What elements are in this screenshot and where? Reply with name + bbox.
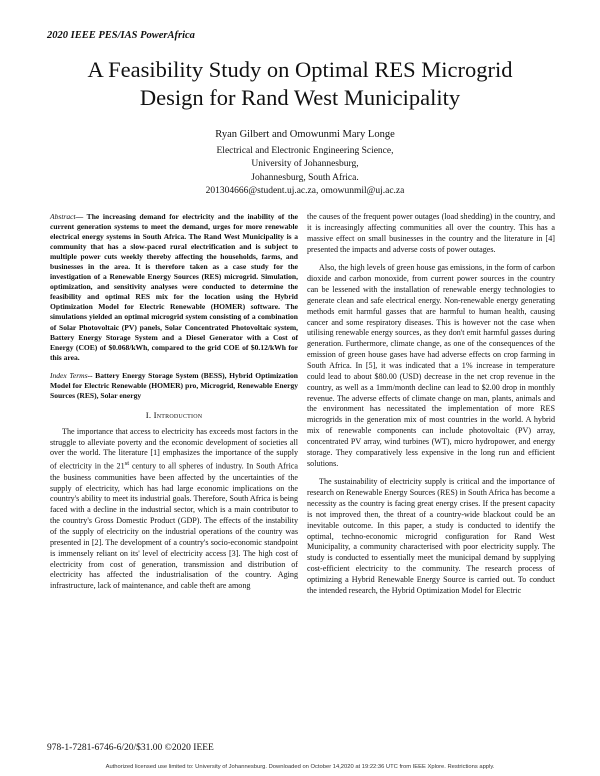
section-number: I. xyxy=(145,409,152,420)
intro-superscript: st xyxy=(124,460,130,468)
author-university: University of Johannesburg, xyxy=(251,159,359,170)
intro-paragraph xyxy=(50,427,298,592)
index-terms-lead: Index Terms xyxy=(50,370,88,380)
author-block xyxy=(140,128,470,199)
paper-title xyxy=(40,56,560,112)
intro-text-a: The importance that access to electricity has exceeds most factors in the struggle to alleviate poverty and the economic development of societies all over the world. The literature [1] emphasizes the importance of the supply of electricity in the 21 xyxy=(50,426,298,471)
author-names: Ryan Gilbert and Omowunmi Mary Longe xyxy=(215,129,395,140)
isbn-copyright: 978-1-7281-6746-6/20/$31.00 ©2020 IEEE xyxy=(47,743,214,753)
abstract-lead: Abstract xyxy=(50,212,76,221)
intro-text-b: century to all spheres of industry. In South Africa the business communities have been affected by the uncertainties of the supply of electricity, which has had large economic implications on the country's ability to meet its industrial goals. Therefore, South Africa is being faced with a decline in the industrial sector, which is a main contributor to the country's Gross Domestic Product (GDP). The effects of the instability of the supply of electricity on the industrial operations of the country was presented in [2]. The development of a country's socio-economic standpoint is immensely reliant on its' level of electricity access [3]. The high cost of electricity from cost of generation, transmission and distribution of electricity has affected the industrialisation of the country. Aging infrastructure, lack of maintenance, and cable theft are among xyxy=(50,461,299,591)
left-column xyxy=(50,212,298,600)
title-line-1: A Feasibility Study on Optimal RES Microgrid xyxy=(87,57,513,82)
abstract-body: — The increasing demand for electricity and the inability of the current generation systems to meet the demand, urges for more renewable electrical energy systems in South Africa. The Rand West Municipality is a community that has a slow-paced rural electrification and is subject to multiple power cuts weekly thereby affecting the households, farms, and businesses in the area. It is therefore taken as a case study for the investigation of a Renewable Energy Sources (RES) microgrid. Simulation, optimization, and sensitivity analyses were conducted to determine the feasibility and optimal RES mix for the location using the Hybrid Optimization Model for Electric Renewable (HOMER) software. The simulations yielded an optimal microgrid system consisting of a combination of Solar Photovoltaic (PV) panels, Solar Concentrated Photovoltaic system, Battery Energy Storage System and a Diesel Generator with a Cost of Energy (COE) of $0.068/kWh, compared to the grid COE of $0.12/kWh for this area. xyxy=(50,212,298,362)
section-heading-introduction xyxy=(50,410,298,421)
right-column xyxy=(307,212,555,605)
index-terms xyxy=(50,371,298,401)
conference-header: 2020 IEEE PES/IAS PowerAfrica xyxy=(47,30,195,41)
title-line-2: Design for Rand West Municipality xyxy=(139,85,461,110)
section-title: Introduction xyxy=(153,409,203,420)
index-terms-body: -- Battery Energy Storage System (BESS), Hybrid Optimization Model for Electric Renewable (HOMER) pro, Microgrid, Renewable Energy Sources (RES), Solar energy xyxy=(50,370,298,400)
right-paragraph-1: the causes of the frequent power outages (load shedding) in the country, and it is increasingly affecting communities all over the country. This has a massive effect on small businesses in the country and the literature in [4] presented the impacts and adverse costs of power outages. xyxy=(307,212,555,254)
right-paragraph-3: The sustainability of electricity supply is critical and the importance of research on Renewable Energy Sources (RES) in South Africa has become a necessity as the country is facing great energy crises. If the present capacity is not improved then, the threat of a country-wide blackout could be an inevitable outcome. In this paper, a study is conducted to identify the optimal, techno-economic microgrid configuration for Rand West Municipality, a community characterised with poor electricity supply. The study is conducted to essentially meet the municipal demand by supplying cost-efficient electricity to the community. The research process of optimizing a Hybrid Renewable Energy Source is carried out. To conduct the intended research, the Hybrid Optimization Model for Electric xyxy=(307,477,555,595)
license-footer: Authorized licensed use limited to: University of Johannesburg. Downloaded on October 14,2020 at 19:22:36 UTC from IEEE Xplore. Restrictions apply. xyxy=(105,764,495,770)
author-department: Electrical and Electronic Engineering Science, xyxy=(216,145,394,156)
author-emails: 201304666@student.uj.ac.za, omowunmil@uj.ac.za xyxy=(205,186,405,197)
author-location: Johannesburg, South Africa. xyxy=(251,172,359,183)
abstract xyxy=(50,212,298,363)
right-paragraph-2: Also, the high levels of green house gas emissions, in the form of carbon dioxide and carbon monoxide, from current power sources in the country can be lessened with the installation of renewable energy technologies to generate clean and safe electrical energy. Non-renewable energy generating methods emit harmful gasses that are harmful to human health, causing cancer and some respiratory diseases. This is however not the case when utilising renewable energy sources, as they don't emit harmful gasses during generation. Furthermore, climate change, as one of the consequences of the emission of green house gases have had adverse effects on crop farming in South Africa. In [5], it was indicated that a 1% increase in temperature could lead to about $80.00 (USD) decrease in the net crop revenue in the country, as well as a 1mm/month decline can lead to $2.00 drop in monthly revenue. The adverse effects of climate change on man, plants, animals and the environment has necessitated the implementation of more RES microgrids in the generation mix of most countries in the world. A hybrid mix of renewable components can include photovoltaic (PV) array, concentrated PV array, wind turbines (WT), micro hydropower, and energy storage. They comparatively less expensive in the long run and efficient solutions. xyxy=(307,263,555,468)
